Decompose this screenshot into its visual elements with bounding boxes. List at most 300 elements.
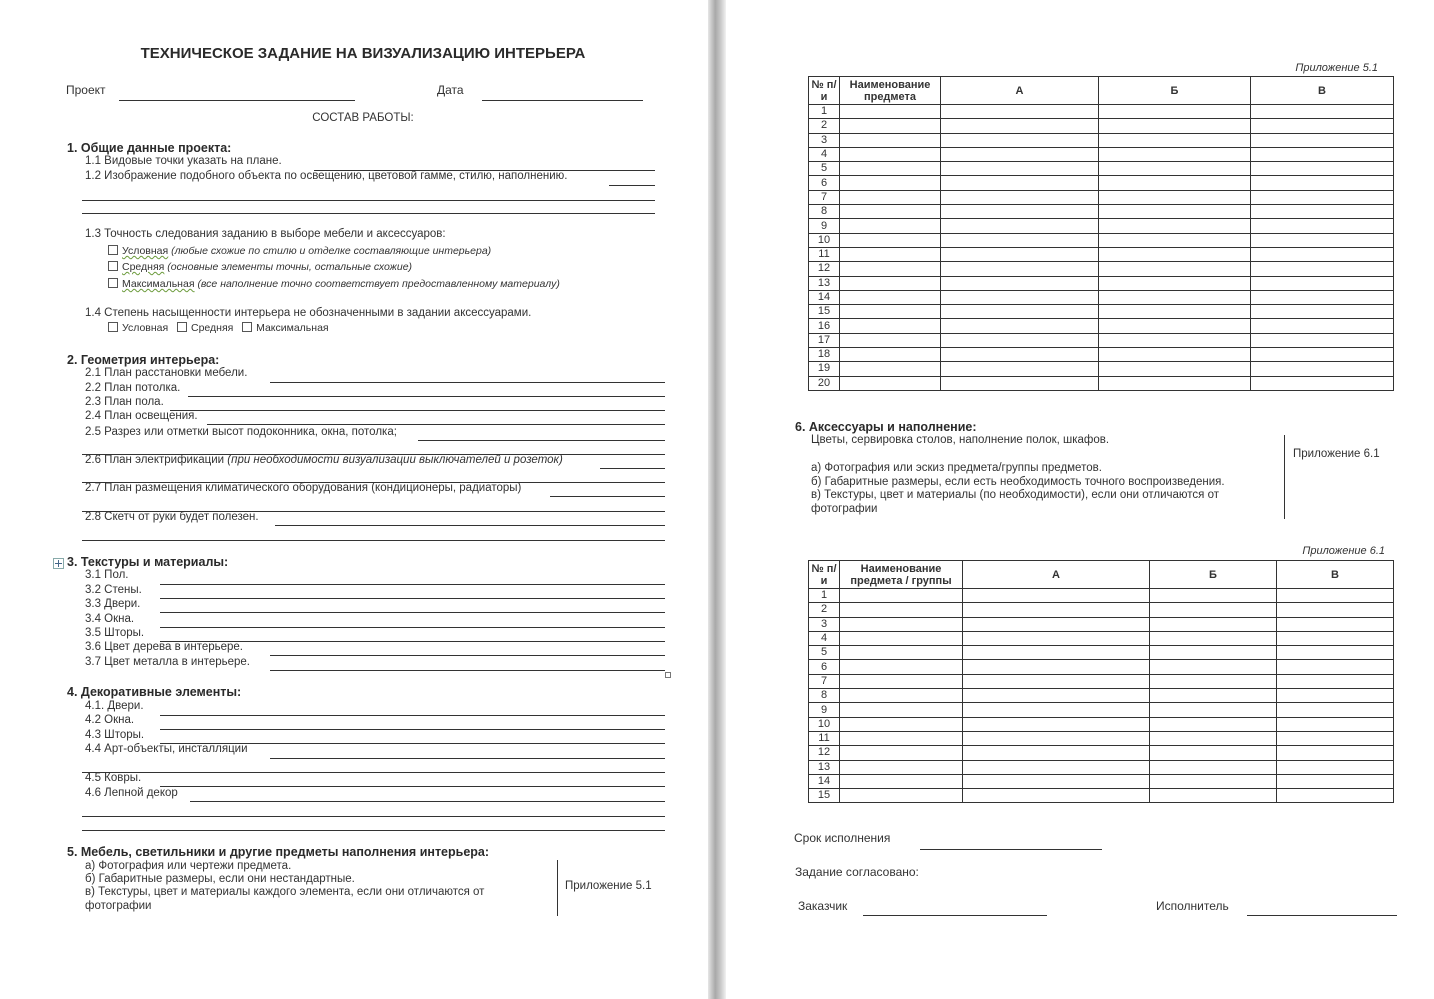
item-6-a: а) Фотография или эскиз предмета/группы предметов. <box>811 462 1102 474</box>
table-cell[interactable] <box>963 774 1150 788</box>
table-cell[interactable] <box>840 717 963 731</box>
table-cell[interactable] <box>840 276 941 290</box>
table-cell[interactable] <box>1099 247 1251 261</box>
row-number: 3 <box>809 133 840 147</box>
table-cell[interactable] <box>840 290 941 304</box>
table-cell[interactable] <box>1099 319 1251 333</box>
item-1-3: 1.3 Точность следования заданию в выборе мебели и аксессуаров: <box>85 228 446 240</box>
item-1-2: 1.2 Изображение подобного объекта по освещению, цветовой гамме, стилю, наполнению. <box>85 170 568 182</box>
column-header: Наименование предмета / группы <box>840 561 963 589</box>
checkbox[interactable] <box>242 322 252 332</box>
table-cell[interactable] <box>1099 190 1251 204</box>
table-cell[interactable] <box>1251 290 1394 304</box>
table-cell[interactable] <box>941 348 1099 362</box>
table-cell[interactable] <box>840 660 963 674</box>
row-number: 18 <box>809 348 840 362</box>
row-number: 2 <box>809 603 840 617</box>
table-cell[interactable] <box>840 674 963 688</box>
table-row <box>809 219 1394 233</box>
table-cell[interactable] <box>1277 746 1394 760</box>
column-header: Б <box>1150 561 1277 589</box>
table-cell[interactable] <box>941 233 1099 247</box>
table-cell[interactable] <box>840 631 963 645</box>
section-4-heading: 4. Декоративные элементы: <box>67 685 242 699</box>
field-3-6[interactable] <box>270 655 665 656</box>
table-cell[interactable] <box>963 603 1150 617</box>
composition-heading: СОСТАВ РАБОТЫ: <box>312 112 414 124</box>
field-3-2[interactable] <box>160 598 665 599</box>
table-cell[interactable] <box>1099 262 1251 276</box>
option-label: Условная <box>122 245 169 257</box>
item-3-6: 3.6 Цвет дерева в интерьере. <box>85 641 243 653</box>
table-row <box>809 631 1394 645</box>
table-cell[interactable] <box>1277 789 1394 803</box>
table-cell[interactable] <box>1277 731 1394 745</box>
table-cell[interactable] <box>1150 689 1277 703</box>
item-5-a: а) Фотография или чертежи предмета. <box>85 860 292 872</box>
table-cell[interactable] <box>963 689 1150 703</box>
row-number: 20 <box>809 376 840 390</box>
field-4-5[interactable] <box>160 786 665 787</box>
table-cell[interactable] <box>1277 703 1394 717</box>
option-note: (любые схожие по стилю и отделке составляющие интерьера) <box>171 245 492 257</box>
table-cell[interactable] <box>941 147 1099 161</box>
table-cell[interactable] <box>963 617 1150 631</box>
table-cell[interactable] <box>1150 631 1277 645</box>
row-number: 6 <box>809 660 840 674</box>
table-row <box>809 674 1394 688</box>
field-4-6-line[interactable] <box>82 816 665 817</box>
table-cell[interactable] <box>963 631 1150 645</box>
row-number: 8 <box>809 205 840 219</box>
field-4-2[interactable] <box>160 729 665 730</box>
column-header: № п/и <box>809 561 840 589</box>
table-header-row <box>809 561 1394 589</box>
table-cell[interactable] <box>840 689 963 703</box>
table-cell[interactable] <box>1277 774 1394 788</box>
table-cell[interactable] <box>941 133 1099 147</box>
item-5-c-cont: фотографии <box>85 900 152 912</box>
option-maksimalnaya[interactable] <box>242 322 329 334</box>
appendix-6-1-ref: Приложение 6.1 <box>1293 448 1380 460</box>
option-note: (все наполнение точно соответствует предоставленному материалу) <box>197 278 560 290</box>
table-row <box>809 746 1394 760</box>
table-cell[interactable] <box>1150 760 1277 774</box>
item-3-1: 3.1 Пол. <box>85 569 129 581</box>
appendix-5-1-ref: Приложение 5.1 <box>565 880 652 892</box>
project-label: Проект <box>66 83 106 97</box>
table-cell[interactable] <box>941 119 1099 133</box>
page-gutter <box>708 0 726 999</box>
field-2-4[interactable] <box>207 424 665 425</box>
item-3-7: 3.7 Цвет металла в интерьере. <box>85 656 250 668</box>
row-number: 1 <box>809 105 840 119</box>
section-6-heading: 6. Аксессуары и наполнение: <box>795 420 977 434</box>
table-cell[interactable] <box>1099 376 1251 390</box>
table-cell[interactable] <box>1277 589 1394 603</box>
table-2-caption: Приложение 6.1 <box>1302 545 1385 557</box>
table-cell[interactable] <box>1150 603 1277 617</box>
table-cell[interactable] <box>941 319 1099 333</box>
row-number: 19 <box>809 362 840 376</box>
table-cell[interactable] <box>840 376 941 390</box>
table-cell[interactable] <box>1150 703 1277 717</box>
table-cell[interactable] <box>840 105 941 119</box>
table-cell[interactable] <box>840 205 941 219</box>
table-cell[interactable] <box>941 162 1099 176</box>
table-cell[interactable] <box>1251 276 1394 290</box>
row-number: 4 <box>809 631 840 645</box>
table-cell[interactable] <box>1251 147 1394 161</box>
table-cell[interactable] <box>1099 105 1251 119</box>
table-row <box>809 731 1394 745</box>
table-cell[interactable] <box>1099 305 1251 319</box>
checkbox[interactable] <box>108 278 118 288</box>
field-2-7[interactable] <box>550 496 665 497</box>
option-uslovnaya[interactable] <box>108 322 168 334</box>
table-cell[interactable] <box>941 290 1099 304</box>
table-cell[interactable] <box>941 276 1099 290</box>
table-cell[interactable] <box>1099 233 1251 247</box>
option-uslovnaya[interactable] <box>108 245 491 258</box>
table-row <box>809 276 1394 290</box>
table-row <box>809 774 1394 788</box>
section-1-heading: 1. Общие данные проекта: <box>67 141 232 155</box>
table-row <box>809 689 1394 703</box>
row-number: 5 <box>809 162 840 176</box>
column-header: А <box>963 561 1150 589</box>
column-header: В <box>1277 561 1394 589</box>
column-header: В <box>1251 77 1394 105</box>
table-cell[interactable] <box>1099 333 1251 347</box>
option-label: Максимальная <box>122 278 195 290</box>
field-4-6-line[interactable] <box>82 830 665 831</box>
table-cell[interactable] <box>1251 119 1394 133</box>
table-cell[interactable] <box>941 176 1099 190</box>
field-3-1[interactable] <box>160 584 665 585</box>
table-cell[interactable] <box>1099 276 1251 290</box>
row-number: 13 <box>809 760 840 774</box>
table-row <box>809 176 1394 190</box>
column-header: А <box>941 77 1099 105</box>
column-header: № п/и <box>809 77 840 105</box>
table-cell[interactable] <box>840 589 963 603</box>
table-cell[interactable] <box>963 674 1150 688</box>
table-cell[interactable] <box>840 348 941 362</box>
deadline-label: Срок исполнения <box>794 831 891 845</box>
table-cell[interactable] <box>1099 362 1251 376</box>
table-cell[interactable] <box>1150 774 1277 788</box>
table-cell[interactable] <box>1251 376 1394 390</box>
field-4-4[interactable] <box>270 758 665 759</box>
table-row <box>809 703 1394 717</box>
customer-signature-field[interactable] <box>863 915 1047 916</box>
executor-signature-field[interactable] <box>1247 915 1397 916</box>
table-resize-handle-icon[interactable] <box>665 672 671 678</box>
item-2-1: 2.1 План расстановки мебели. <box>85 367 248 379</box>
item-4-3: 4.3 Шторы. <box>85 729 145 741</box>
row-number: 4 <box>809 147 840 161</box>
row-number: 14 <box>809 774 840 788</box>
table-cell[interactable] <box>963 717 1150 731</box>
table-cell[interactable] <box>1150 660 1277 674</box>
option-label: Условная <box>122 322 169 334</box>
field-3-7[interactable] <box>270 670 665 671</box>
table-cell[interactable] <box>1099 219 1251 233</box>
table-cell[interactable] <box>840 703 963 717</box>
option-label: Средняя <box>190 322 234 334</box>
option-srednyaya[interactable] <box>177 322 233 334</box>
section-3-heading: 3. Текстуры и материалы: <box>67 555 229 569</box>
items-table-5-1 <box>808 76 1394 391</box>
table-cell[interactable] <box>840 119 941 133</box>
table-row <box>809 305 1394 319</box>
field-2-2[interactable] <box>188 396 665 397</box>
table-cell[interactable] <box>1099 290 1251 304</box>
table-cell[interactable] <box>1251 305 1394 319</box>
table-cell[interactable] <box>1251 190 1394 204</box>
table-cell[interactable] <box>840 731 963 745</box>
saturation-options <box>108 322 329 335</box>
option-label: Средняя <box>122 261 165 273</box>
item-3-3: 3.3 Двери. <box>85 598 141 610</box>
table-cell[interactable] <box>840 319 941 333</box>
table-cell[interactable] <box>840 774 963 788</box>
table-cell[interactable] <box>840 262 941 276</box>
table-row <box>809 603 1394 617</box>
item-3-5: 3.5 Шторы. <box>85 627 145 639</box>
checkbox[interactable] <box>108 245 118 255</box>
row-number: 2 <box>809 119 840 133</box>
row-number: 16 <box>809 319 840 333</box>
table-row <box>809 589 1394 603</box>
field-4-4-line[interactable] <box>82 772 665 773</box>
table-cell[interactable] <box>840 133 941 147</box>
table-cell[interactable] <box>1277 660 1394 674</box>
table-cell[interactable] <box>1150 674 1277 688</box>
table-cell[interactable] <box>1150 746 1277 760</box>
table-row <box>809 162 1394 176</box>
table-cell[interactable] <box>840 333 941 347</box>
checkbox[interactable] <box>177 322 187 332</box>
table-cell[interactable] <box>1251 105 1394 119</box>
table-1-caption: Приложение 5.1 <box>1295 62 1378 74</box>
deadline-field[interactable] <box>920 849 1102 850</box>
table-cell[interactable] <box>840 617 963 631</box>
item-2-8: 2.8 Скетч от руки будет полезен. <box>85 511 259 523</box>
table-cell[interactable] <box>840 603 963 617</box>
table-cell[interactable] <box>1150 646 1277 660</box>
table-cell[interactable] <box>1099 205 1251 219</box>
field-1-2-line[interactable] <box>82 200 655 201</box>
table-cell[interactable] <box>941 305 1099 319</box>
row-number: 12 <box>809 262 840 276</box>
table-cell[interactable] <box>840 247 941 261</box>
row-number: 11 <box>809 731 840 745</box>
table-cell[interactable] <box>1251 219 1394 233</box>
project-field[interactable] <box>119 100 355 101</box>
table-cell[interactable] <box>963 589 1150 603</box>
table-cell[interactable] <box>941 247 1099 261</box>
table-cell[interactable] <box>840 305 941 319</box>
divider <box>557 860 558 916</box>
option-maksimalnaya[interactable] <box>108 278 560 291</box>
table-cell[interactable] <box>1251 133 1394 147</box>
table-row <box>809 247 1394 261</box>
row-number: 6 <box>809 176 840 190</box>
table-cell[interactable] <box>1277 631 1394 645</box>
table-cell[interactable] <box>963 789 1150 803</box>
table-cell[interactable] <box>963 646 1150 660</box>
table-cell[interactable] <box>1099 119 1251 133</box>
field-4-1[interactable] <box>160 715 665 716</box>
field-4-6[interactable] <box>190 801 665 802</box>
column-header: Наименование предмета <box>840 77 941 105</box>
column-header: Б <box>1099 77 1251 105</box>
table-cell[interactable] <box>941 205 1099 219</box>
item-5-b: б) Габаритные размеры, если они нестандартные. <box>85 873 355 885</box>
table-cell[interactable] <box>840 746 963 760</box>
table-cell[interactable] <box>963 760 1150 774</box>
table-cell[interactable] <box>1099 176 1251 190</box>
table-cell[interactable] <box>941 362 1099 376</box>
row-number: 7 <box>809 190 840 204</box>
table-cell[interactable] <box>963 660 1150 674</box>
item-4-1: 4.1. Двери. <box>85 700 144 712</box>
table-cell[interactable] <box>1099 133 1251 147</box>
row-number: 15 <box>809 305 840 319</box>
table-cell[interactable] <box>1277 646 1394 660</box>
field-2-1[interactable] <box>270 382 665 383</box>
table-cell[interactable] <box>840 789 963 803</box>
row-number: 12 <box>809 746 840 760</box>
table-cell[interactable] <box>1150 589 1277 603</box>
item-2-3: 2.3 План пола. <box>85 396 164 408</box>
table-cell[interactable] <box>963 703 1150 717</box>
row-number: 11 <box>809 247 840 261</box>
field-2-6[interactable] <box>600 468 665 469</box>
table-cell[interactable] <box>1099 147 1251 161</box>
table-row <box>809 760 1394 774</box>
table-cell[interactable] <box>840 233 941 247</box>
table-cell[interactable] <box>941 190 1099 204</box>
checkbox[interactable] <box>108 322 118 332</box>
table-cell[interactable] <box>1277 674 1394 688</box>
section-5-heading: 5. Мебель, светильники и другие предметы наполнения интерьера: <box>67 845 490 859</box>
table-cell[interactable] <box>840 362 941 376</box>
table-header-row <box>809 77 1394 105</box>
option-note: (основные элементы точны, остальные схожие) <box>167 261 413 273</box>
table-cell[interactable] <box>1251 348 1394 362</box>
item-2-6-note: (при необходимости визуализации выключателей и розеток) <box>227 454 563 466</box>
row-number: 9 <box>809 703 840 717</box>
table-cell[interactable] <box>941 376 1099 390</box>
row-number: 8 <box>809 689 840 703</box>
field-3-3[interactable] <box>160 612 665 613</box>
table-cell[interactable] <box>1251 262 1394 276</box>
field-3-4[interactable] <box>160 627 665 628</box>
table-cell[interactable] <box>963 746 1150 760</box>
row-number: 9 <box>809 219 840 233</box>
table-cell[interactable] <box>840 760 963 774</box>
table-cell[interactable] <box>963 731 1150 745</box>
table-row <box>809 348 1394 362</box>
table-cell[interactable] <box>941 219 1099 233</box>
item-3-2: 3.2 Стены. <box>85 584 142 596</box>
table-move-handle-icon[interactable] <box>53 558 64 569</box>
field-2-8[interactable] <box>275 525 665 526</box>
table-cell[interactable] <box>1251 162 1394 176</box>
item-6-c: в) Текстуры, цвет и материалы (по необходимости), если они отличаются от <box>811 489 1219 501</box>
row-number: 7 <box>809 674 840 688</box>
table-cell[interactable] <box>941 262 1099 276</box>
table-row <box>809 362 1394 376</box>
item-4-4: 4.4 Арт-объекты, инсталляции <box>85 743 248 755</box>
table-cell[interactable] <box>1251 319 1394 333</box>
checkbox[interactable] <box>108 261 118 271</box>
table-cell[interactable] <box>1277 617 1394 631</box>
table-cell[interactable] <box>1251 205 1394 219</box>
item-3-4: 3.4 Окна. <box>85 613 135 625</box>
item-1-1: 1.1 Видовые точки указать на плане. <box>85 155 282 167</box>
field-2-8-line[interactable] <box>82 540 665 541</box>
row-number: 5 <box>809 646 840 660</box>
table-cell[interactable] <box>1251 247 1394 261</box>
table-cell[interactable] <box>1150 789 1277 803</box>
field-2-3[interactable] <box>170 410 665 411</box>
table-cell[interactable] <box>840 646 963 660</box>
option-srednyaya[interactable] <box>108 261 412 274</box>
field-1-2-line[interactable] <box>82 213 655 214</box>
option-label: Максимальная <box>256 322 329 334</box>
table-cell[interactable] <box>1150 717 1277 731</box>
table-cell[interactable] <box>840 162 941 176</box>
item-6-b: б) Габаритные размеры, если есть необходимость точного воспроизведения. <box>811 476 1225 488</box>
item-2-4: 2.4 План освещения. <box>85 410 198 422</box>
row-number: 3 <box>809 617 840 631</box>
table-cell[interactable] <box>1277 689 1394 703</box>
table-cell[interactable] <box>1251 333 1394 347</box>
table-cell[interactable] <box>840 219 941 233</box>
table-row <box>809 133 1394 147</box>
table-cell[interactable] <box>1251 176 1394 190</box>
section-2-heading: 2. Геометрия интерьера: <box>67 353 220 367</box>
table-cell[interactable] <box>840 147 941 161</box>
table-cell[interactable] <box>1277 760 1394 774</box>
table-cell[interactable] <box>1251 233 1394 247</box>
item-4-2: 4.2 Окна. <box>85 714 135 726</box>
table-row <box>809 147 1394 161</box>
table-cell[interactable] <box>1277 603 1394 617</box>
table-cell[interactable] <box>1277 717 1394 731</box>
table-cell[interactable] <box>1099 162 1251 176</box>
item-5-c: в) Текстуры, цвет и материалы каждого элемента, если они отличаются от <box>85 886 485 898</box>
table-cell[interactable] <box>941 105 1099 119</box>
table-cell[interactable] <box>941 333 1099 347</box>
date-field[interactable] <box>482 100 643 101</box>
row-number: 10 <box>809 717 840 731</box>
table-cell[interactable] <box>1150 731 1277 745</box>
field-1-2[interactable] <box>609 185 655 186</box>
table-row <box>809 333 1394 347</box>
field-2-5[interactable] <box>418 440 665 441</box>
table-cell[interactable] <box>1150 617 1277 631</box>
table-cell[interactable] <box>840 176 941 190</box>
table-cell[interactable] <box>1251 362 1394 376</box>
item-1-4: 1.4 Степень насыщенности интерьера не обозначенными в задании аксессуарами. <box>85 307 532 319</box>
table-cell[interactable] <box>1099 348 1251 362</box>
table-cell[interactable] <box>840 190 941 204</box>
